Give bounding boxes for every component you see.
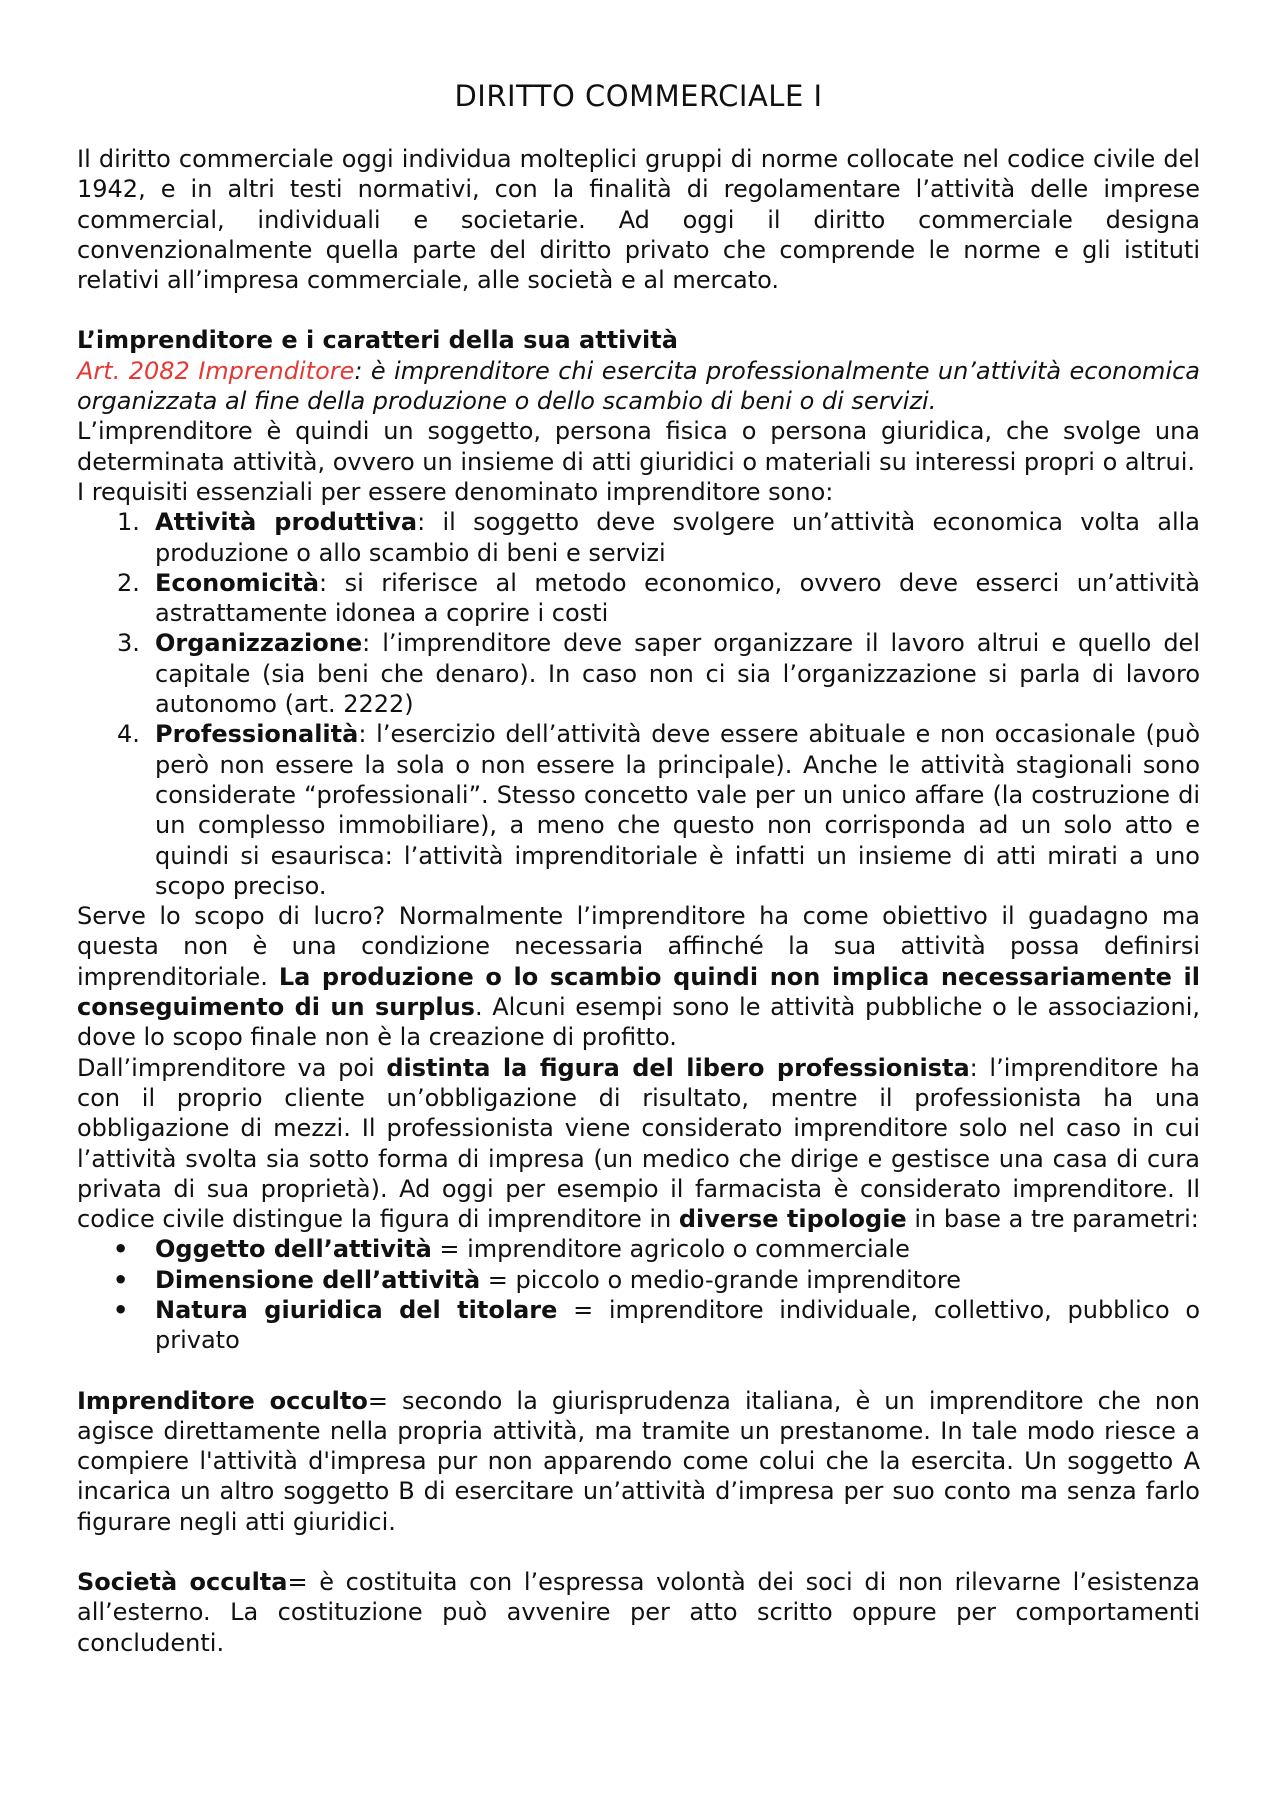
list-number: 3. [117, 629, 140, 658]
list-term: Dimensione dell’attività [155, 1265, 481, 1294]
list-item [77, 568, 1200, 629]
bullet-icon: • [113, 1235, 129, 1264]
list-term: Oggetto dell’attività [155, 1235, 432, 1264]
list-number: 2. [117, 568, 140, 597]
societa-paragraph [77, 1567, 1200, 1658]
list-text: : il soggetto deve svolgere un’attività economica volta alla produzione o allo scambio di beni e servizi [155, 508, 1201, 567]
list-number: 1. [117, 508, 140, 537]
occulto-term: Imprenditore occulto [77, 1386, 368, 1415]
list-text: : l’imprenditore deve saper organizzare il lavoro altrui e quello del capitale (sia beni che denaro). In caso non ci sia l’organizzazione si parla di lavoro autonomo (art. 2222) [155, 629, 1200, 719]
societa-term: Società occulta [77, 1568, 288, 1597]
list-text: = piccolo o medio-grande imprenditore [480, 1265, 961, 1294]
list-term: Natura giuridica del titolare [155, 1295, 558, 1324]
list-term: Economicità [155, 568, 320, 597]
lucro-paragraph [77, 901, 1200, 1052]
list-item [77, 507, 1200, 568]
bullet-icon: • [113, 1265, 129, 1294]
list-text: : l’esercizio dell’attività deve essere abituale e non occasionale (può però non essere la sola o non essere la principale). Anche le attività stagionali sono considerate “professionali”. Stesso concetto vale per un unico affare (la costruzione di un complesso immobiliare), a meno che questo non corrisponda ad un solo atto e quindi si esaurisca: l’attività imprenditoriale è infatti un insieme di atti mirati a uno scopo preciso. [155, 720, 1200, 900]
list-item [77, 1295, 1200, 1356]
societa-text: = è costituita con l’espressa volontà dei soci di non rilevarne l’esistenza all’esterno. La costituzione può avvenire per atto scritto oppure per comportamenti concludenti. [77, 1568, 1200, 1657]
prof-text: Dall’imprenditore va poi [77, 1053, 387, 1082]
article-paragraph [77, 356, 1200, 417]
prof-emphasis: distinta la figura del libero professionista [386, 1053, 970, 1082]
list-item [77, 1265, 1200, 1295]
list-text: : si riferisce al metodo economico, ovvero deve esserci un’attività astrattamente idonea a coprire i costi [155, 568, 1200, 628]
list-number: 4. [117, 720, 140, 749]
list-item [77, 719, 1200, 901]
professionista-paragraph [77, 1053, 1200, 1235]
intro-paragraph: Il diritto commerciale oggi individua molteplici gruppi di norme collocate nel codice civile del 1942, e in altri testi normativi, con la finalità di regolamentare l’attività delle imprese commercial, individuali e societarie. Ad oggi il diritto commerciale designa convenzionalmente quella parte del diritto privato che comprende le norme e gli istituti relativi all’impresa commerciale, alle società e al mercato. [77, 145, 1200, 295]
list-item [77, 1234, 1200, 1264]
spacer [77, 1537, 1200, 1567]
spacer [77, 295, 1200, 325]
list-term: Professionalità [155, 720, 359, 749]
requirements-intro: I requisiti essenziali per essere denominato imprenditore sono: [77, 477, 834, 506]
lucro-text: Serve lo scopo di lucro? Normalmente l’imprenditore ha come obiettivo il guadagno ma questa non è una condizione necessaria affinché la sua attività possa definirsi imprenditoriale. [77, 902, 1200, 991]
requirements-list [77, 507, 1200, 901]
bullet-icon: • [113, 1295, 129, 1324]
section-heading: L’imprenditore e i caratteri della sua attività [77, 326, 678, 355]
list-term: Attività produttiva [155, 508, 418, 537]
article-text: : è imprenditore chi esercita professionalmente un’attività economica organizzata al fine della produzione o dello scambio di beni o di servizi. [77, 356, 1200, 416]
prof-emphasis-2: diverse tipologie [678, 1205, 907, 1234]
list-text: = imprenditore agricolo o commerciale [431, 1235, 910, 1264]
page-title: DIRITTO COMMERCIALE I [454, 79, 823, 113]
definition-paragraph: L’imprenditore è quindi un soggetto, persona fisica o persona giuridica, che svolge una determinata attività, ovvero un insieme di atti giuridici o materiali su interessi propri o altrui. [77, 417, 1200, 476]
occulto-text: = secondo la giurisprudenza italiana, è un imprenditore che non agisce direttamente nella propria attività, ma tramite un prestanome. In tale modo riesce a compiere l'attività d'impresa pur non apparendo come colui che la esercita. Un soggetto A incarica un altro soggetto B di esercitare un’attività d’impresa per suo conto ma senza farlo figurare negli atti giuridici. [77, 1386, 1200, 1536]
lucro-text-end: . Alcuni esempi sono le attività pubbliche o le associazioni, dove lo scopo finale non è la creazione di profitto. [77, 993, 1200, 1052]
prof-text-mid: : l’imprenditore ha con il proprio cliente un’obbligazione di risultato, mentre il professionista ha una obbligazione di mezzi. Il professionista viene considerato imprenditore solo nel caso in cui l’attività svolta sia sotto forma di impresa (un medico che dirige e gestisce una casa di cura privata di sua proprietà). Ad oggi per esempio il farmacista è considerato imprenditore. Il codice civile distingue la figura di imprenditore in [77, 1053, 1201, 1234]
list-term: Organizzazione [155, 629, 363, 658]
list-item [77, 628, 1200, 719]
prof-text-end: in base a tre parametri: [906, 1205, 1199, 1234]
list-text: = imprenditore individuale, collettivo, pubblico o privato [155, 1295, 1201, 1355]
article-reference: Art. 2082 Imprenditore [77, 356, 355, 385]
lucro-emphasis: La produzione o lo scambio quindi non implica necessariamente il conseguimento di un surplus [77, 962, 1201, 1022]
occulto-paragraph [77, 1386, 1200, 1537]
spacer [77, 1356, 1200, 1386]
types-list [77, 1234, 1200, 1355]
